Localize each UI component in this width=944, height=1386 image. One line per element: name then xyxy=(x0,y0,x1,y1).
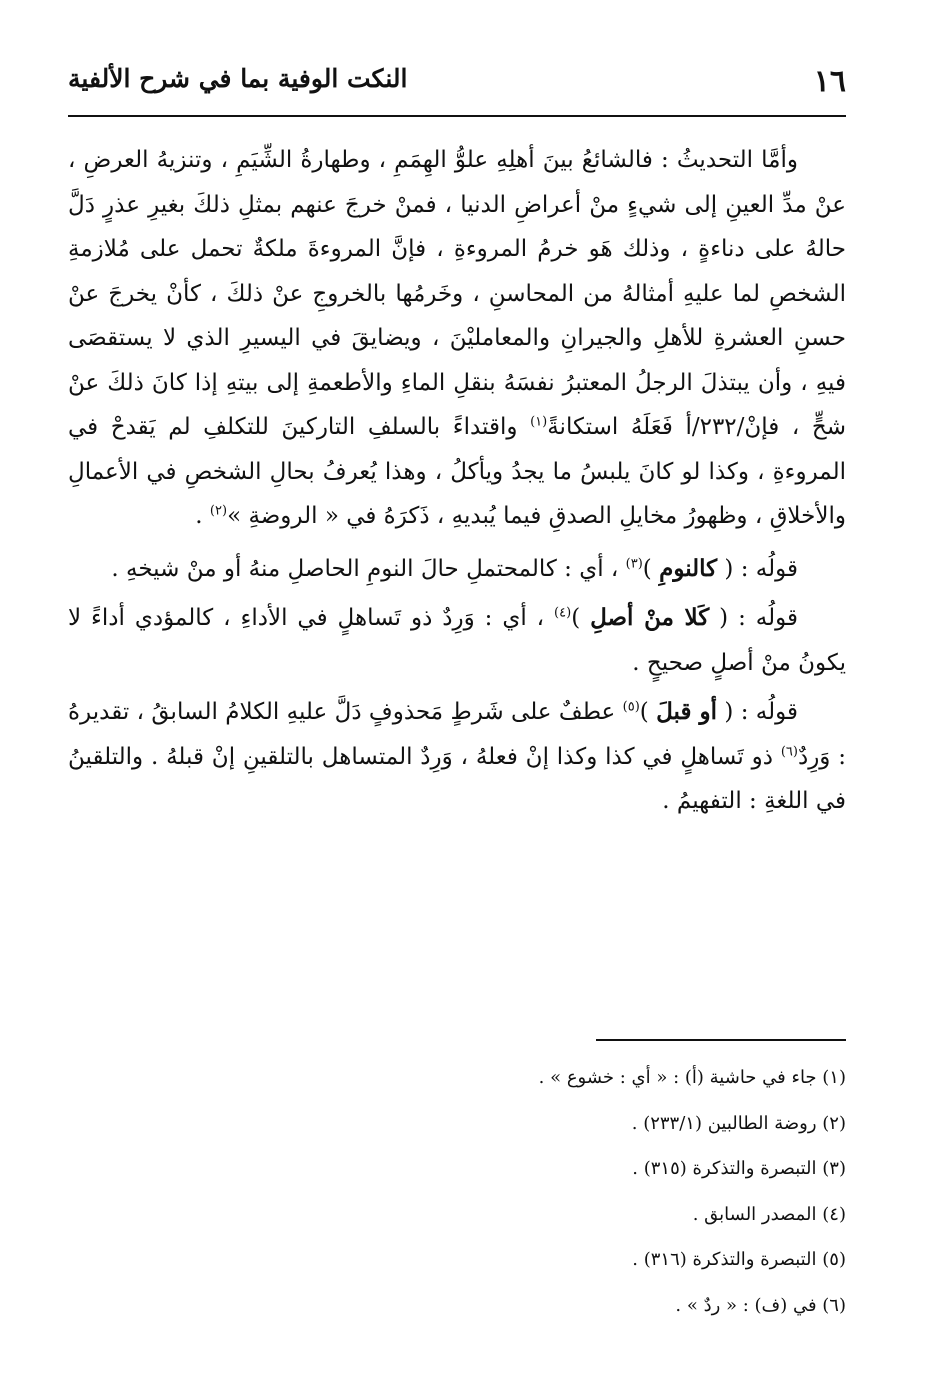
paragraph-lead: ) xyxy=(639,699,657,725)
footnote-5: (٥) التبصرة والتذكرة (٣١٦) . xyxy=(632,1249,846,1270)
footnote-ref-5: (٥) xyxy=(622,699,640,715)
running-title: النكت الوفية بما في شرح الألفية xyxy=(68,64,408,93)
paragraph-kala xyxy=(68,596,846,685)
paragraph-text: عطفٌ على شَرطٍ مَحذوفٍ دَلَّ عليهِ الكلامُ السابقُ ، تقديرهُ : وَرِدٌ xyxy=(68,699,846,770)
footnote-ref-1: (١) xyxy=(530,414,548,430)
paragraph-aw-qabla xyxy=(68,690,846,824)
paragraph-lead: قولُه : ( xyxy=(717,699,799,725)
quoted-term: كالنومِ xyxy=(659,554,718,582)
footnote-ref-3: (٣) xyxy=(625,555,643,571)
page-number: ١٦ xyxy=(813,64,846,99)
paragraph-tahdith xyxy=(68,138,846,539)
header-rule xyxy=(68,115,846,117)
footnote-separator xyxy=(596,1039,846,1041)
paragraph-lead: ) xyxy=(642,555,660,582)
footnote-4: (٤) المصدر السابق . xyxy=(692,1203,846,1225)
footnote-6: (٦) في (ف) : « ردٌ » . xyxy=(675,1294,846,1316)
paragraph-text: وأمَّا التحديثُ : فالشائعُ بينَ أهلِهِ علوُّ الهِمَمِ ، وطهارةُ الشِّيَمِ ، وتنزيهُ العرضِ ، عنْ مدِّ العينِ إلى شيءٍ منْ أعراضِ الدنيا ، فمنْ خرجَ عنهم بمثلِ ذلكَ بغيرِ عذرٍ دَلَّ حالهُ على دناءةٍ ، وذلك هَو خرمُ المروءةِ ، فإنَّ المروءةَ ملكةٌ تحمل على مُلازمةِ الشخصِ لما عليهِ أمثالهُ من المحاسنِ ، وخَرمُها بالخروجِ عنْ ذلكَ ، كأنْ يخرجَ عنْ حسنِ العشرةِ للأهلِ والجيرانِ والمعامليْنَ ، ويضايقَ في اليسيرِ الذي لا يستقصَى فيهِ ، وأن يبتذلَ الرجلُ المعتبرُ نفسَهُ بنقلِ الماءِ والأطعمةِ إلى بيتهِ إذا كانَ ذلكَ عنْ شحٍّ ، فإنْ/٢٣٢/أ فَعَلَهُ استكانةً xyxy=(68,147,846,440)
paragraph-text: ذو تَساهلٍ في كذا وكذا إنْ فعلهُ ، وَرِدٌ المتساهل بالتلقينِ إنْ قبلهُ . والتلقينُ في اللغةِ : التفهيمُ . xyxy=(68,743,846,814)
footnote-1: (١) جاء في حاشية (أ) : « أي : خشوع » . xyxy=(538,1067,846,1088)
footnote-3: (٣) التبصرة والتذكرة (٣١٥) . xyxy=(632,1158,846,1179)
footnote-ref-6: (٦) xyxy=(780,743,798,759)
paragraph-lead: قولُه : ( xyxy=(709,605,798,631)
quoted-term: أو قبلَ xyxy=(656,698,718,725)
paragraph-text: واقتداءً بالسلفِ التاركينَ للتكلفِ لم يَقدحْ في المروءةِ ، وكذا لو كانَ يلبسُ ما يجدُ ويأكلُ ، وهذا يُعرفُ بحالِ الشخصِ في الأعمالِ والأخلاقِ ، وظهورُ مخايلِ الصدقِ فيما يُبديهِ ، ذَكرَهُ في « الروضةِ » xyxy=(68,414,846,529)
footnote-ref-2: (٢) xyxy=(209,503,228,519)
paragraph-lead: قولُه : ( xyxy=(717,555,798,582)
paragraph-text: . xyxy=(195,503,210,529)
paragraph-kalnawm xyxy=(68,547,846,592)
page-header xyxy=(68,58,846,106)
paragraph-text: ، أي : كالمحتملِ حالَ النومِ الحاصلِ منهُ أو منْ شيخهِ . xyxy=(111,555,626,582)
paragraph-text: ، أي : وَرِدٌ ذو تَساهلٍ في الأداءِ ، كالمؤدي أداءً لا يكونُ منْ أصلٍ صحيحٍ . xyxy=(68,605,846,676)
main-text xyxy=(68,138,846,829)
paragraph-lead: ) xyxy=(571,605,591,631)
footnote-ref-4: (٤) xyxy=(554,605,572,621)
quoted-term: كَلا منْ أصلِ xyxy=(590,604,710,631)
footnotes xyxy=(300,1055,846,1328)
footnote-2: (٢) روضة الطالبين (٢٣٣/١) . xyxy=(631,1112,846,1134)
